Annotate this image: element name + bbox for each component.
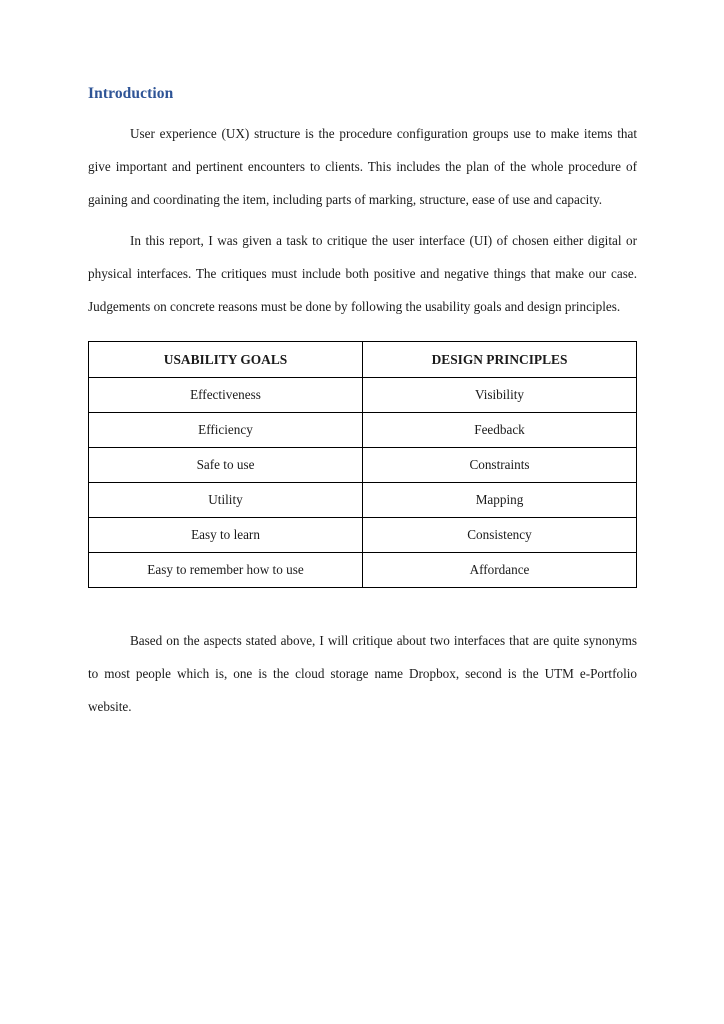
table-header-row bbox=[89, 342, 637, 378]
table-row bbox=[89, 483, 637, 518]
document-content bbox=[88, 85, 637, 723]
table-row bbox=[89, 413, 637, 448]
table-header-design-principles: DESIGN PRINCIPLES bbox=[363, 342, 637, 378]
table-row bbox=[89, 448, 637, 483]
table-cell-goal: Easy to remember how to use bbox=[89, 553, 363, 588]
table-cell-goal: Efficiency bbox=[89, 413, 363, 448]
page-title: Introduction bbox=[88, 85, 174, 102]
paragraph-2: In this report, I was given a task to critique the user interface (UI) of chosen either digital or physical interfaces. The critiques must include both positive and negative things that make our case. Judgements on concrete reasons must be done by following the usability goals and design principles. bbox=[88, 233, 637, 314]
table-cell-goal: Utility bbox=[89, 483, 363, 518]
table-cell-goal: Effectiveness bbox=[89, 378, 363, 413]
paragraph-3: Based on the aspects stated above, I will critique about two interfaces that are quite synonyms to most people which is, one is the cloud storage name Dropbox, second is the UTM e-Portfolio website. bbox=[88, 633, 637, 714]
table-cell-principle: Feedback bbox=[363, 413, 637, 448]
table-cell-principle: Consistency bbox=[363, 518, 637, 553]
table-row bbox=[89, 518, 637, 553]
paragraph-1: User experience (UX) structure is the procedure configuration groups use to make items that give important and pertinent encounters to clients. This includes the plan of the whole procedure of gaining and coordinating the item, including parts of marking, structure, ease of use and capacity. bbox=[88, 126, 637, 207]
table-row bbox=[89, 553, 637, 588]
usability-design-table bbox=[88, 341, 637, 588]
table-cell-goal: Safe to use bbox=[89, 448, 363, 483]
table-cell-principle: Visibility bbox=[363, 378, 637, 413]
table-cell-principle: Affordance bbox=[363, 553, 637, 588]
table-cell-principle: Mapping bbox=[363, 483, 637, 518]
table-cell-goal: Easy to learn bbox=[89, 518, 363, 553]
table-cell-principle: Constraints bbox=[363, 448, 637, 483]
table-spacer bbox=[88, 588, 637, 624]
table-header-usability-goals: USABILITY GOALS bbox=[89, 342, 363, 378]
table-row bbox=[89, 378, 637, 413]
